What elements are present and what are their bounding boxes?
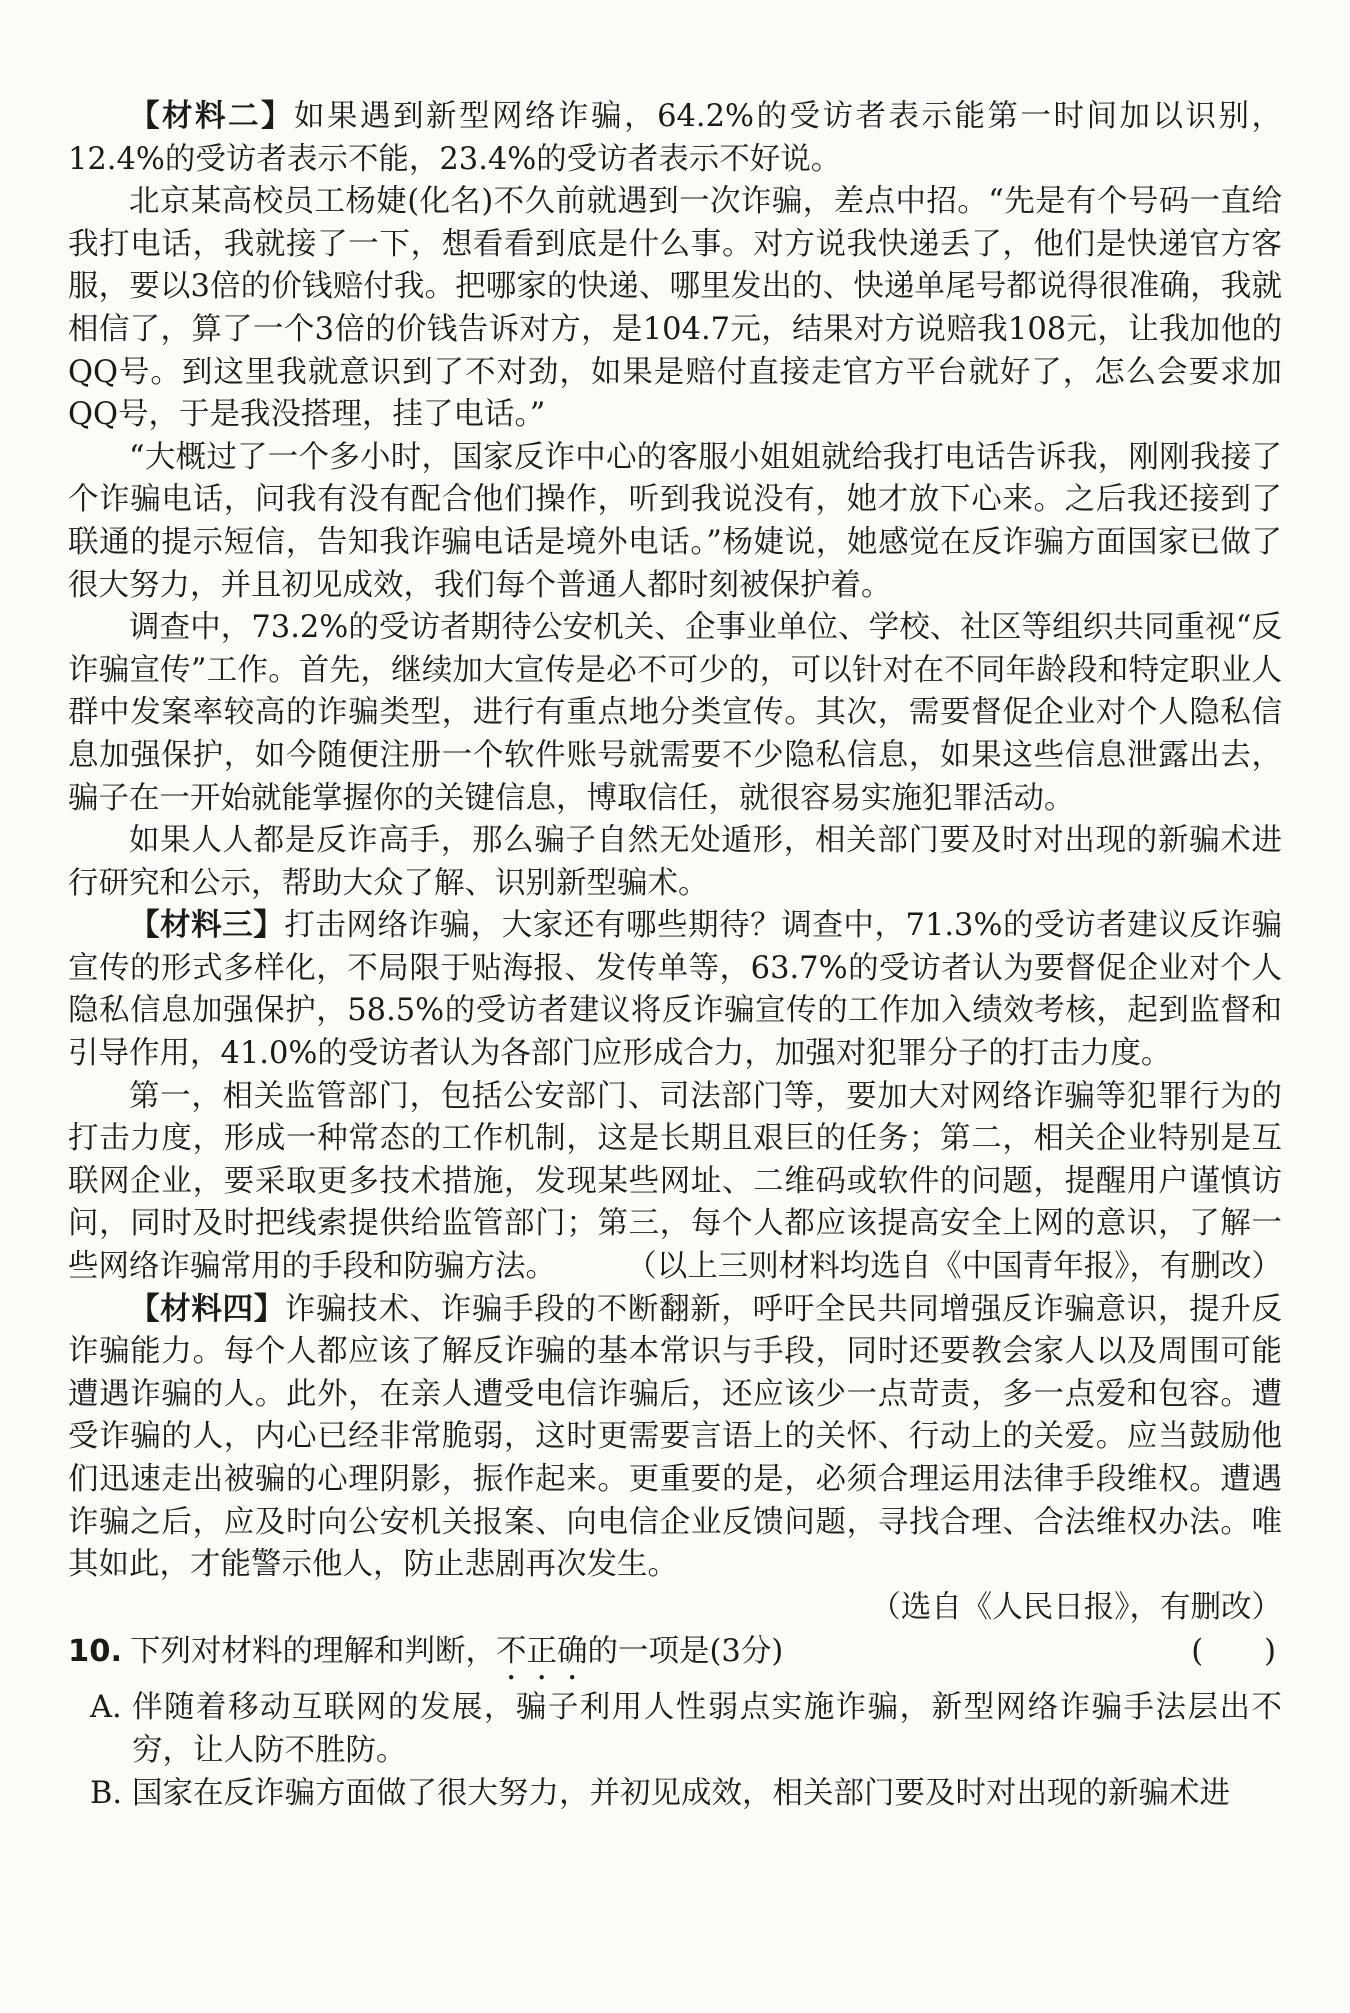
question-number: 10. [68, 1634, 123, 1670]
material4-paragraph-1 [68, 1289, 1282, 1587]
question-text [130, 1631, 1191, 1687]
material3-paragraph-2 [68, 1076, 1282, 1289]
material3-p2-text: 第一，相关监管部门，包括公安部门、司法部门等，要加大对网络诈骗等犯罪行为的打击力度，形成一种常态的工作机制，这是长期且艰巨的任务；第二，相关企业特别是互联网企业，要采取更多技术措施，发现某些网址、二维码或软件的问题，提醒用户谨慎访问，同时及时把线索提供给监管部门；第三，每个人都应该提高安全上网的意识，了解一些网络诈骗常用的手段和防骗方法。 [68, 1078, 1282, 1285]
material4-p1-text: 诈骗技术、诈骗手段的不断翻新，呼吁全民共同增强反诈骗意识，提升反诈骗能力。每个人都应该了解反诈骗的基本常识与手段，同时还要教会家人以及周围可能遭遇诈骗的人。此外，在亲人遭受电信诈骗后，还应该少一点苛责，多一点爱和包容。遭受诈骗的人，内心已经非常脆弱，这时更需要言语上的关怀、行动上的关爱。应当鼓励他们迅速走出被骗的心理阴影，振作起来。更重要的是，必须合理运用法律手段维权。遭遇诈骗之后，应及时向公安机关报案、向电信企业反馈问题，寻找合理、合法维权办法。唯其如此，才能警示他人，防止悲剧再次发生。 [68, 1291, 1283, 1583]
material2-paragraph-2: 北京某高校员工杨婕(化名)不久前就遇到一次诈骗，差点中招。“先是有个号码一直给我打电话，我就接了一下，想看看到底是什么事。对方说我快递丢了，他们是快递官方客服，要以3倍的价钱赔付我。把哪家的快递、哪里发出的、快递单尾号都说得很准确，我就相信了，算了一个3倍的价钱告诉对方，是104.7元，结果对方说赔我108元，让我加他的QQ号。到这里我就意识到了不对劲，如果是赔付直接走官方平台就好了，怎么会要求加QQ号，于是我没搭理，挂了电话。” [68, 184, 1282, 433]
material2-tag: 【材料二】 [129, 99, 295, 134]
option-a[interactable] [68, 1687, 1282, 1772]
answer-blank[interactable]: ( ) [1191, 1634, 1276, 1670]
question-emphasis: 不正确 [496, 1634, 588, 1670]
material3-paragraph-1 [68, 905, 1282, 1075]
material3-p1-text: 打击网络诈骗，大家还有哪些期待？调查中，71.3%的受访者建议反诈骗宣传的形式多样化，不局限于贴海报、发传单等，63.7%的受访者认为要督促企业对个人隐私信息加强保护，58.5%的受访者建议将反诈骗宣传的工作加入绩效考核，起到监督和引导作用，41.0%的受访者认为各部门应形成合力，加强对犯罪分子的打击力度。 [68, 908, 1283, 1072]
material4-tag: 【材料四】 [129, 1291, 285, 1327]
option-b[interactable] [68, 1773, 1282, 1816]
option-b-label: B. [90, 1775, 123, 1811]
option-a-text: 伴随着移动互联网的发展，骗子利用人性弱点实施诈骗，新型网络诈骗手法层出不穷，让人防不胜防。 [132, 1690, 1282, 1768]
material2-p1-text: 如果遇到新型网络诈骗，64.2%的受访者表示能第一时间加以识别，12.4%的受访者表示不能，23.4%的受访者表示不好说。 [68, 99, 1283, 177]
question-10-stem [68, 1631, 1282, 1687]
question-text-after: 的一项是(3分) [587, 1634, 784, 1670]
material2-paragraph-4: 调查中，73.2%的受访者期待公安机关、企事业单位、学校、社区等组织共同重视“反诈骗宣传”工作。首先，继续加大宣传是必不可少的，可以针对在不同年龄段和特定职业人群中发案率较高的诈骗类型，进行有重点地分类宣传。其次，需要督促企业对个人隐私信息加强保护，如今随便注册一个软件账号就需要不少隐私信息，如果这些信息泄露出去，骗子在一开始就能掌握你的关键信息，博取信任，就很容易实施犯罪活动。 [68, 610, 1282, 816]
material2-paragraph-1 [68, 96, 1282, 181]
material4-source: （选自《人民日报》，有删改） [870, 1589, 1282, 1625]
question-text-before: 下列对材料的理解和判断， [130, 1634, 497, 1670]
option-a-label: A. [90, 1690, 122, 1726]
material3-source: （以上三则材料均选自《中国青年报》，有删改） [626, 1249, 1282, 1285]
material2-paragraph-3: “大概过了一个多小时，国家反诈中心的客服小姐姐就给我打电话告诉我，刚刚我接了个诈骗电话，问我有没有配合他们操作，听到我说没有，她才放下心来。之后我还接到了联通的提示短信，告知我诈骗电话是境外电话。”杨婕说，她感觉在反诈骗方面国家已做了很大努力，并且初见成效，我们每个普通人都时刻被保护着。 [68, 439, 1282, 603]
material2-paragraph-5: 如果人人都是反诈高手，那么骗子自然无处遁形，相关部门要及时对出现的新骗术进行研究和公示，帮助大众了解、识别新型骗术。 [68, 823, 1282, 901]
option-b-text: 国家在反诈骗方面做了很大努力，并初见成效，相关部门要及时对出现的新骗术进 [132, 1775, 1230, 1811]
material3-tag: 【材料三】 [129, 908, 285, 944]
